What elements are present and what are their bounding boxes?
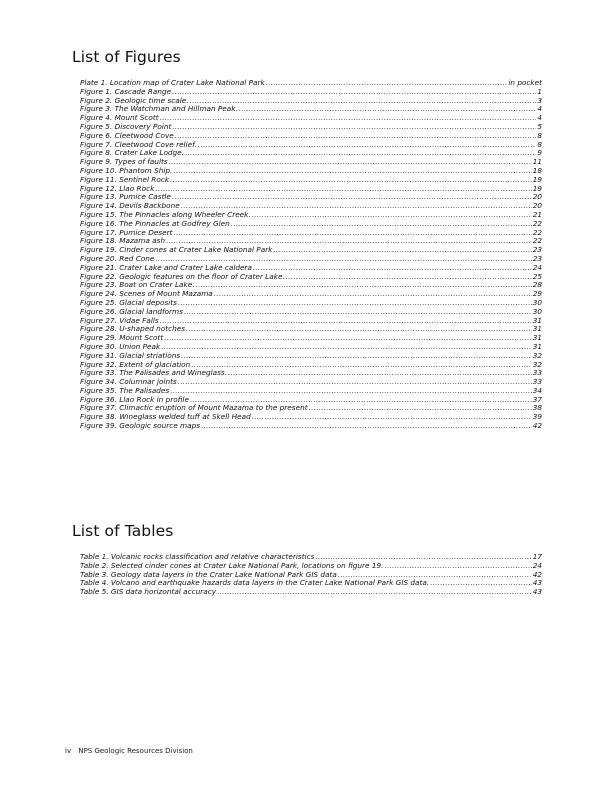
figures-entry-label: Figure 24. Scenes of Mount Mazama <box>80 289 213 299</box>
figures-entry-label: Figure 6. Cleetwood Cove <box>80 130 174 140</box>
dot-leader <box>231 220 532 229</box>
figures-entry-label: Figure 33. The Palisades and Wineglass. <box>80 368 228 378</box>
dot-leader <box>173 167 531 176</box>
figures-list <box>80 79 542 431</box>
dot-leader <box>170 176 532 185</box>
tables-entry-label: Table 4. Volcano and earthquake hazards data layers in the Crater Lake National Park GIS data. <box>80 578 430 588</box>
dot-leader <box>384 562 531 571</box>
figures-entry-page: 33 <box>532 368 542 378</box>
figures-entry-label: Figure 29. Mount Scott <box>80 333 164 343</box>
figures-entry-label: Figure 8. Crater Lake Lodge. <box>80 148 184 158</box>
figures-entry-page: 11 <box>532 157 542 167</box>
figures-entry-label: Figure 4. Mount Scott <box>80 113 159 123</box>
figures-entry-page: 5 <box>537 121 542 131</box>
dot-leader <box>309 404 532 413</box>
dot-leader <box>253 264 532 273</box>
figures-entry-page: 1 <box>537 86 542 96</box>
figures-entry-page: 18 <box>532 165 542 175</box>
figures-entry-label: Figure 14. Devils Backbone <box>80 201 180 211</box>
figures-entry-page: 4 <box>537 104 542 114</box>
dot-leader <box>201 422 532 431</box>
tables-entry-page: 43 <box>532 587 542 597</box>
dot-leader <box>273 246 531 255</box>
figures-entry-label: Figure 20. Red Cone <box>80 253 155 263</box>
figures-entry-label: Figure 3. The Watchman and Hillman Peak. <box>80 104 238 114</box>
tables-list <box>80 553 542 597</box>
figures-entry-page: 23 <box>532 253 542 263</box>
figures-entry-label: Plate 1. Location map of Crater Lake National Park <box>80 78 265 87</box>
dot-leader <box>170 387 531 396</box>
figures-entry-page: 32 <box>532 359 542 369</box>
figures-entry-label: Figure 13. Pumice Castle <box>80 192 171 202</box>
figures-entry-page: 42 <box>532 421 542 431</box>
dot-leader <box>172 193 532 202</box>
dot-leader <box>239 105 537 114</box>
figures-entry-page: 21 <box>532 209 542 219</box>
figures-entry-page: 31 <box>532 315 542 325</box>
figures-entry-page: 8 <box>537 130 542 140</box>
figures-entry-label: Figure 2. Geologic time scale. <box>80 95 189 105</box>
figures-entry-page: 4 <box>537 113 542 123</box>
figures-entry-label: Figure 36. Llao Rock in profile <box>80 394 189 404</box>
figures-entry-label: Figure 17. Pumice Desert <box>80 227 173 237</box>
figures-entry-page: 28 <box>532 280 542 290</box>
dot-leader <box>160 114 537 123</box>
dot-leader <box>266 79 508 88</box>
dot-leader <box>161 343 532 352</box>
dot-leader <box>178 378 532 387</box>
figures-entry-page: 29 <box>532 289 542 299</box>
dot-leader <box>252 413 532 422</box>
tables-entry-page: 42 <box>532 569 542 579</box>
figures-entry-page: 31 <box>532 341 542 351</box>
tables-entry[interactable] <box>80 588 542 597</box>
list-of-figures-heading: List of Figures <box>72 48 181 66</box>
figures-entry-label: Figure 11. Sentinel Rock <box>80 174 170 184</box>
figures-entry-label: Figure 39. Geologic source maps <box>80 421 201 431</box>
tables-entry-page: 24 <box>532 560 542 570</box>
figures-entry-page: 38 <box>532 403 542 413</box>
dot-leader <box>228 369 532 378</box>
dot-leader <box>175 132 537 141</box>
tables-entry-label: Table 1. Volcanic rocks classification and relative characteristics <box>80 552 315 561</box>
figures-entry-label: Figure 7. Cleetwood Cove relief. <box>80 139 197 149</box>
figures-entry-page: 34 <box>532 385 542 395</box>
dot-leader <box>186 325 532 334</box>
figures-entry-page: 22 <box>532 227 542 237</box>
figures-entry-label: Figure 18. Mazama ash <box>80 236 166 246</box>
figures-entry-label: Figure 30. Union Peak <box>80 341 161 351</box>
dot-leader <box>430 579 532 588</box>
figures-entry-page: 32 <box>532 350 542 360</box>
figures-entry-page: 37 <box>532 394 542 404</box>
dot-leader <box>178 299 532 308</box>
figures-entry-label: Figure 37. Climactic eruption of Mount Mazama to the present <box>80 403 308 413</box>
footer-page-number: iv <box>65 747 72 755</box>
dot-leader <box>172 123 536 132</box>
tables-entry-page: 43 <box>532 578 542 588</box>
tables-entry-label: Table 2. Selected cinder cones at Crater Lake National Park, locations on figure 19. <box>80 560 384 570</box>
figures-entry[interactable] <box>80 422 542 431</box>
figures-entry-label: Figure 1. Cascade Range <box>80 86 172 96</box>
list-of-tables-heading: List of Tables <box>72 522 174 540</box>
figures-entry-page: 23 <box>532 245 542 255</box>
dot-leader <box>252 211 532 220</box>
dot-leader <box>198 141 536 150</box>
figures-entry-page: 31 <box>532 324 542 334</box>
figures-entry-page: 25 <box>532 271 542 281</box>
figures-entry-label: Figure 25. Glacial deposits <box>80 297 177 307</box>
dot-leader <box>172 88 536 97</box>
dot-leader <box>181 352 532 361</box>
figures-entry-label: Figure 12. Llao Rock <box>80 183 155 193</box>
dot-leader <box>286 273 532 282</box>
figures-entry-page: 19 <box>532 174 542 184</box>
figures-entry-page: 19 <box>532 183 542 193</box>
figures-entry-label: Figure 10. Phantom Ship. <box>80 165 173 175</box>
figures-entry-page: 30 <box>532 306 542 316</box>
figures-entry-label: Figure 23. Boat on Crater Lake. <box>80 280 195 290</box>
dot-leader <box>196 281 532 290</box>
dot-leader <box>190 97 537 106</box>
figures-entry-page: 8 <box>537 139 542 149</box>
figures-entry-page: 22 <box>532 236 542 246</box>
page-footer <box>65 747 198 755</box>
dot-leader <box>185 149 536 158</box>
dot-leader <box>214 290 532 299</box>
tables-entry-label: Table 5. GIS data horizontal accuracy <box>80 587 217 597</box>
figures-entry-label: Figure 27. Vidae Falls <box>80 315 159 325</box>
dot-leader <box>164 334 531 343</box>
figures-entry-label: Figure 34. Columnar joints <box>80 377 177 387</box>
dot-leader <box>169 158 532 167</box>
figures-entry-label: Figure 32. Extent of glaciation <box>80 359 191 369</box>
figures-entry-page: 20 <box>532 201 542 211</box>
tables-entry-page: 17 <box>532 552 542 561</box>
figures-entry-page: in pocket <box>508 78 542 87</box>
figures-entry-page: 22 <box>532 218 542 228</box>
figures-entry-page: 33 <box>532 377 542 387</box>
figures-entry-label: Figure 22. Geologic features on the floor of Crater Lake. <box>80 271 285 281</box>
figures-entry-label: Figure 16. The Pinnacles at Godfrey Glen <box>80 218 230 228</box>
figures-entry-label: Figure 28. U-shaped notches <box>80 324 186 334</box>
dot-leader <box>184 308 532 317</box>
figures-entry-label: Figure 21. Crater Lake and Crater Lake caldera <box>80 262 252 272</box>
figures-entry-label: Figure 19. Cinder cones at Crater Lake National Park <box>80 245 273 255</box>
figures-entry-label: Figure 38. Wineglass welded tuff at Skell Head <box>80 412 251 422</box>
figures-entry-page: 20 <box>532 192 542 202</box>
tables-entry-label: Table 3. Geology data layers in the Crater Lake National Park GIS data <box>80 569 337 579</box>
figures-entry-label: Figure 15. The Pinnacles along Wheeler Creek. <box>80 209 251 219</box>
figures-entry-label: Figure 31. Glacial striations <box>80 350 181 360</box>
figures-entry-page: 9 <box>537 148 542 158</box>
dot-leader <box>173 229 531 238</box>
dot-leader <box>160 317 532 326</box>
figures-entry-page: 24 <box>532 262 542 272</box>
dot-leader <box>155 185 531 194</box>
figures-entry-page: 39 <box>532 412 542 422</box>
figures-entry-label: Figure 5. Discovery Point <box>80 121 172 131</box>
figures-entry-label: Figure 26. Glacial landforms <box>80 306 183 316</box>
dot-leader <box>191 361 531 370</box>
dot-leader <box>217 588 532 597</box>
figures-entry-label: Figure 9. Types of faults <box>80 157 168 167</box>
figures-entry-page: 3 <box>537 95 542 105</box>
figures-entry-page: 30 <box>532 297 542 307</box>
figures-entry-label: Figure 35. The Palisades <box>80 385 170 395</box>
footer-text: NPS Geologic Resources Division <box>78 747 193 755</box>
figures-entry-page: 31 <box>532 333 542 343</box>
